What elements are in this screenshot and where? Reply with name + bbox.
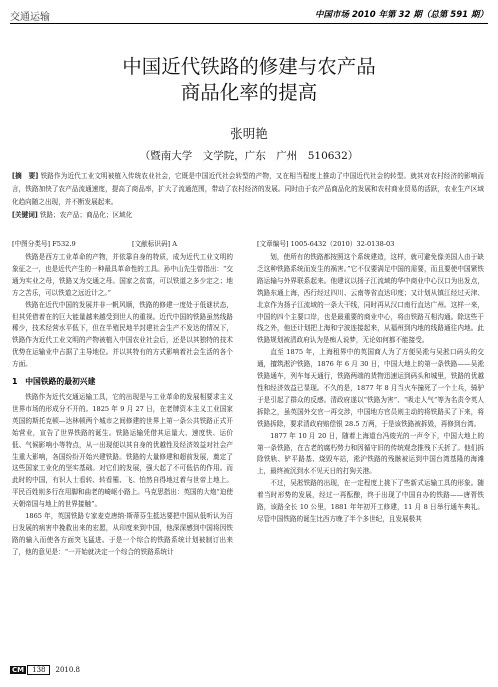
header-rule bbox=[10, 23, 488, 24]
issue-info: 中国市场 2010 年第 32 期（总第 591 期） bbox=[315, 10, 488, 20]
paragraph: 1877 年 10 月 20 日，随着上海道台冯焌光的一声令下，中国大地上的第一条铁路，在古老的腐朽势力和因循守旧的传统观念推残下夭折了。他们拆除铁轨、铲平路基、烧毁车站，淞沪铁路的残骸被运到中国台湾基隆的海滩上，最终被沉到水不见天日的打狗关港。 bbox=[257, 431, 484, 476]
paragraph: 1865 年，英国铁路专家麦克唐纳·斯蒂芬生抵达要把中国从低听认为百日发展的病害中挽救出来的宏愿，从印度来到中国，他深深感到中国将因铁路的输入而使各方面突飞猛进。于是一个综合的铁路系统计划被制订出来了，他的意见是：“一开始就决定一个综合的铁路系统计 bbox=[12, 512, 233, 556]
title-line-1: 中国近代铁路的修建与农产品 bbox=[122, 55, 376, 78]
article-id: [文章编号] 1005-6432（2010）32-0138-03 bbox=[257, 240, 395, 248]
keywords-text: 铁路；农产品；商品化；区域化 bbox=[39, 211, 133, 219]
footer-date: 2010.8 bbox=[55, 666, 80, 674]
paragraph: 不过，吴淞铁路的出现，在一定程度上挑下了些新式运输工具的形象。随着当时形势的发展，经过一再酝酿，终于出现了中国自办的铁路——唐胥铁路，该路全长 10 公里，1881 年年初开工修建，11 月 8 日举行通车典礼。尽管中国铁路的诞生比西方晚了半个多世纪，且发展极其 bbox=[257, 479, 484, 523]
paragraph: 铁路在近代中国的发展并非一帆风顺，铁路的修建一度处于低谜状态，但其凭借着在的巨大能量越来越受到世人的重视。近代中国的铁路虽然线路稀少，技术经营水平低下，但在半殖民地半封建社会生产不发达的情况下，铁路作为近代工业文明的产物被植入中国农业社会后，还是以其独特的技术优势在运输业中占据了主导地位。并以其特有的方式影响着社会生活的各个方面。 bbox=[12, 300, 233, 369]
paragraph: 铁路作为近代交通运输工具，它的出现是与工业革命的发展相要求主义世界市场的形成分不开的。1825 年 9 月 27 日，在老牌资本主义工业国家英国的斯托克顿—达林顿两个城市之间修建的世界上第一条公共铁路正式开始营业，宣告了世界铁路的诞生。铁路运输凭借其运量大、速度快、运价低、气候影响小等特点，从一出现便以其自身的优越性及经济效益对社会产生重大影响，各国纷纷开始兴建铁路。铁路的大量修建和超前发展，奠定了这些国家工业化的坚实基础。对它们的发展，强大起了不可低估的作用。而此时的中国，有识人士看转、转看罹、飞、怕然自得地过着与世帝上地上。平民百姓则多行在用脚和曲老的崎岖小路上。马克思指出：英国的大炮“迫使天朝帝国与地上的世界接触”。 bbox=[12, 392, 233, 509]
section-name: 交通运输 bbox=[10, 12, 50, 23]
page-footer bbox=[10, 665, 80, 677]
journal-badge: CM bbox=[12, 666, 25, 674]
body-column-right bbox=[257, 252, 484, 526]
running-header bbox=[10, 6, 488, 24]
abstract-text: 铁路作为近代工业文明被植入传统农业社会，它既是中国近代社会转型的产物，又在相当程度上推动了中国近代社会的转型。就其对农村经济的影响而言，铁路加快了农产品流通速度，提高了商品率，扩大了流通范围，带动了农村经济的发展。同时由于农产品商品化的发展和农村商业贸易的活跃，农业生产区域化趋向随之出现，并不断发展起来。 bbox=[12, 172, 485, 206]
affiliation: （暨南大学 文学院，广东 广州 510632） bbox=[139, 150, 359, 162]
classification-number: [中图分类号] F532.9 bbox=[12, 240, 76, 248]
paragraph: 划，使所有的铁路都按照这个系统建造，这样，就可避免像美国人由于缺乏这种铁路系统而发生的祸害。”它不仅要满足中国的需要，而且要使中国紧铁路运输与外界联系起来。他建议以扬子江流域的华中商业中心汉口为出发点，筑路东通上海，西行经过四川、云南等省直达印度；又计划从镇江经过天津、北京作为扬子江流域的一条大干线，同时再从汉口南行直达广州。这样一来，中国的四个主要口岸，也是最重要的商业中心，将由铁路互相沟通。除这些干线之外，他还计划把上海和宁波连接起来，从福州到内地的线路通往内地。此铁路规划被清政府认为是痴人说梦，无论如何都不能接受。 bbox=[257, 253, 484, 345]
title-line-2: 商品化率的提高 bbox=[180, 81, 318, 104]
page-number: 138 bbox=[27, 665, 50, 675]
document-code: [文献标识码] A bbox=[132, 240, 177, 248]
article-title bbox=[0, 54, 498, 106]
author: 张明艳 bbox=[230, 126, 268, 141]
abstract-label: [摘 要] bbox=[12, 172, 39, 180]
paragraph: 直至 1875 年，上海租界中的英国商人为了方便吴淞与吴淞口码头的交通，擅筑淞沪铁路，1876 年 6 月 30 日，中国大地上的第一条铁路——吴淞铁路通车，列车每天通行，铁路两端的货物迅速运到码头和城里，铁路的优越性和经济效益已显现。不久的是，1877 年 8 月当火车撞死了一个士兵，骑驴于是引起了群众的反感。清政府遂以“铁路为害”、“吸走人气”等为名责令英人拆除之，虽英国外交官一再交涉，中国地方官员则主动的将铁路买了下来，将铁路拆除，要求清政府赔偿银 28.5 万两，于是该铁路被拆毁，再修到台湾。 bbox=[257, 348, 484, 428]
paragraph: 铁路是西方工业革命的产物，并依靠自身的特质，成为近代工业文明的象征之一，也是近代产生的一种最具革命性的工具。孙中山先生曾指出：“交通为实业之母，铁路又为交通之母。国家之贫富，可以铁道之多少定之；地方之苦乐，可以铁道之远近计之。” bbox=[12, 253, 233, 297]
section-heading: 1 中国铁路的最初兴建 bbox=[12, 377, 96, 387]
body-column-left bbox=[12, 252, 233, 559]
keywords-label: [关键词] bbox=[12, 211, 38, 219]
abstract-block bbox=[12, 170, 484, 222]
